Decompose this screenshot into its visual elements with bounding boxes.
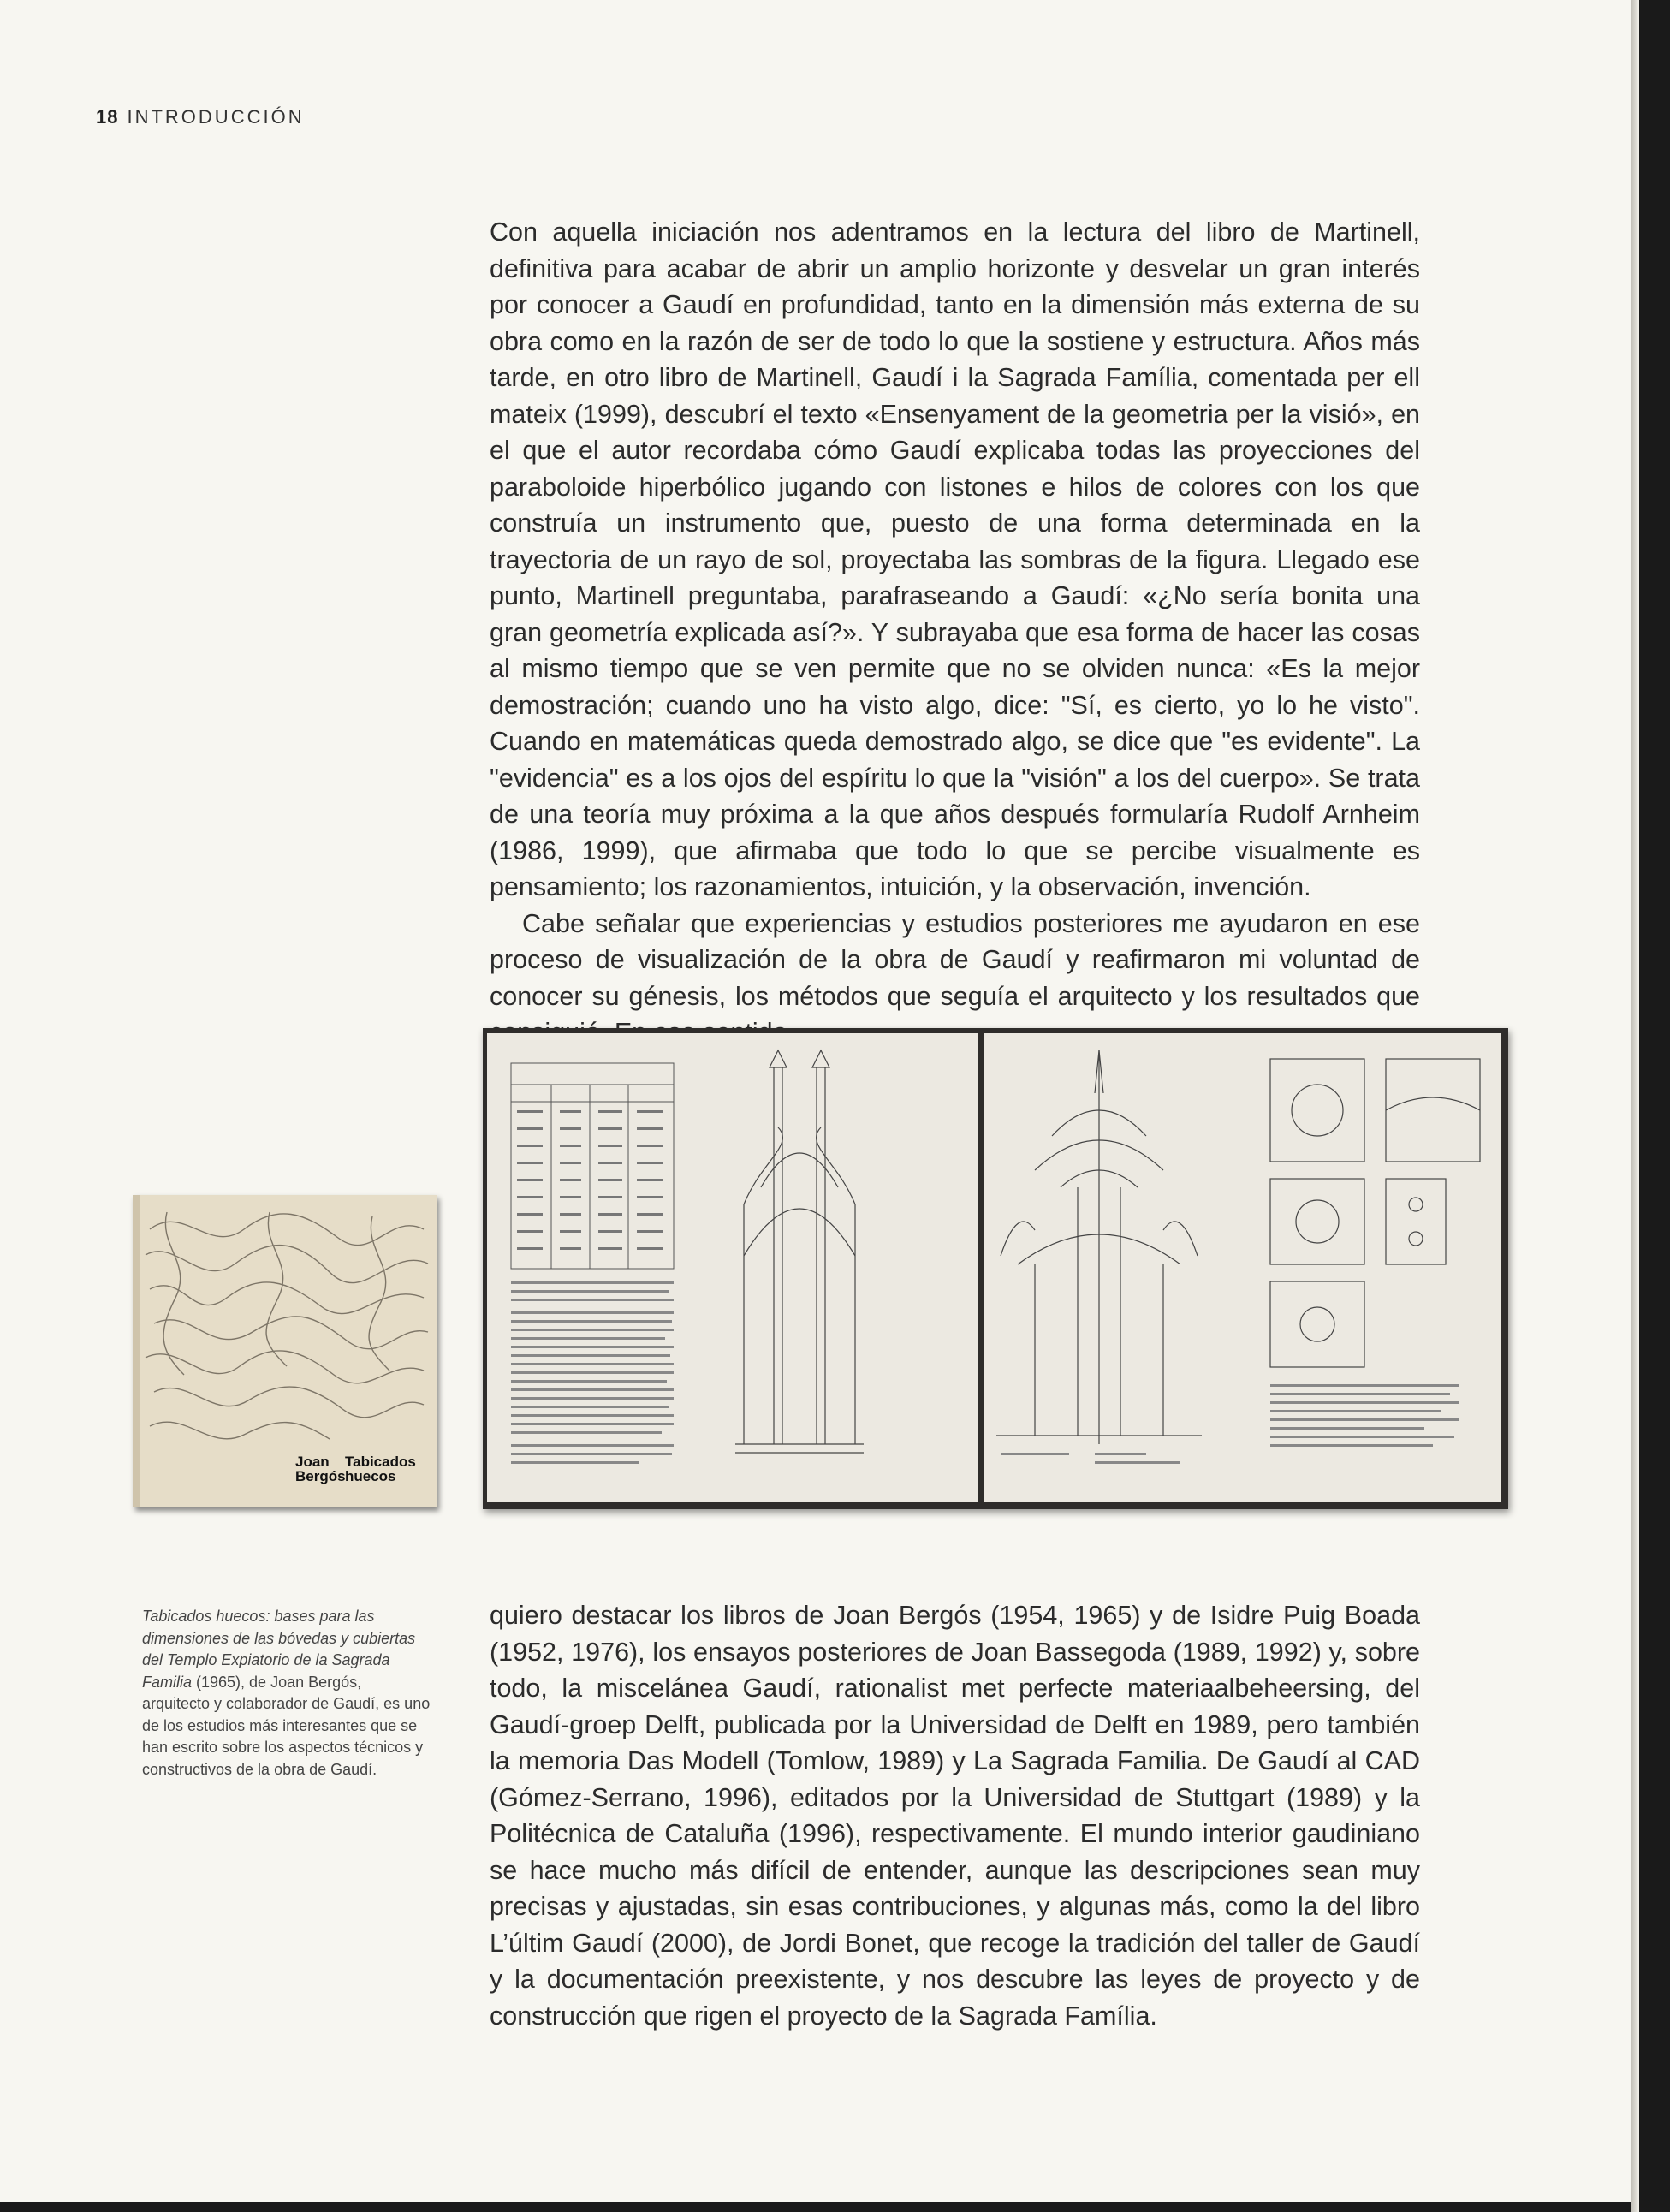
cross-section-and-plans-drawing [984,1033,1501,1502]
paragraph-3: quiero destacar los libros de Joan Bergós (1954, 1965) y de Isidre Puig Boada (1952, 1976), los ensayos posteriores de Joan Bassegoda (1989, 1992) y, sobre todo, la miscelánea Gaudí, rationalist met perfecte materiaalbeheersing, del Gaudí-groep Delft, publicada por la Universidad de Delft en 1989, pero también la memoria Das Modell (Tomlow, 1989) y La Sagrada Familia. De Gaudí al CAD (Gómez-Serrano, 1996), editados por la Universidad de Stuttgart (1989) y la Politécnica de Cataluña (1996), respectivamente. El mundo interior gaudiniano se hace mucho más difícil de entender, aunque las descripciones sean muy precisas y ajustadas, sin esas contribuciones, y algunas más, como la del libro L’últim Gaudí (2000), de Jordi Bonet, que recoge la tradición del taller de Gaudí y la documentación preexistente, y nos descubre las leyes de proyecto y de construcción que rigen el proyecto de la Sagrada Família. [490,1601,1420,2031]
cover-author-last: Bergós [295,1468,346,1484]
table-and-section-drawing [487,1033,978,1502]
cover-title-line1: Tabicados [345,1454,416,1470]
cover-title-line2: huecos [345,1468,396,1484]
section-title: INTRODUCCIÓN [127,106,305,128]
book-left-page [487,1033,978,1502]
cover-author-first: Joan [295,1454,330,1470]
figure-caption [142,1606,433,1781]
paragraph-2: Cabe señalar que experiencias y estudios posteriores me ayudaron en ese proceso de visualización de la obra de Gaudí y reafirmaron mi voluntad de conocer su génesis, los métodos que seguía el arquitecto y los resultados que [490,908,1420,1011]
paragraph-1: Con aquella iniciación nos adentramos en la lectura del libro de Martinell, definitiva para acabar de abrir un amplio horizonte y desvelar un gran interés por conocer a Gaudí en profundidad, tanto en la dimensión más externa de su obra como en la razón de ser de todo lo que la sostiene y estructura. Años más tarde, en otro libro de Martinell, Gaudí i la Sagrada Família, comentada per ell mateix (1999), descubrí el texto «Ensenyament de la geometria per la visió», en el que el autor recordaba cómo Gaudí explicaba todas las proyecciones del paraboloide hiperbólico jugando con listones e hilos de colores con los que construía un instrumento que, puesto de una forma determinada en la trayectoria de un rayo de sol, proyectaba las sombras de la figura. Llegado ese punto, Martinell preguntaba, parafraseando a Gaudí: «¿No sería bonita una gran geometría explicada así?». Y subrayaba que esa forma de hacer las cosas al mismo tiempo que se ven permite que no se olviden nunca: «Es la mejor demostración; cuando uno ha visto algo, dice: "Sí, es cierto, yo lo he visto". Cuando en matemáticas queda demostrado algo, se dice que "es evidente". La "evidencia" es a los ojos del espíritu lo que la "visión" a los del cuerpo». Se trata de una teoría muy próxima a la que años después formularía Rudolf Arnheim (1986, 1999), que afirmaba que todo lo que se percibe visualmente es pensamiento; los razonamientos, intuición, y la observación, invención. [490,217,1420,901]
running-header [96,106,305,128]
page-edge [1631,0,1639,2212]
caption-italic: Tabicados huecos: bases para las dimensiones de las bóvedas y cubiertas del Templo Expiatorio de la Sagrada Familia [142,1608,416,1691]
book-cover-photo [133,1195,437,1507]
page-number: 18 [96,106,119,128]
caption-text: (1965), de Joan Bergós, arquitecto y colaborador de Gaudí, es uno de los estudios más interesantes que se han escrito sobre los aspectos técnicos y constructivos de la obra de Gaudí. [142,1673,431,1778]
open-book-photo [483,1028,1508,1509]
body-text-top [490,214,1420,1051]
book-right-page [984,1033,1501,1502]
body-text-bottom [490,1597,1420,2034]
